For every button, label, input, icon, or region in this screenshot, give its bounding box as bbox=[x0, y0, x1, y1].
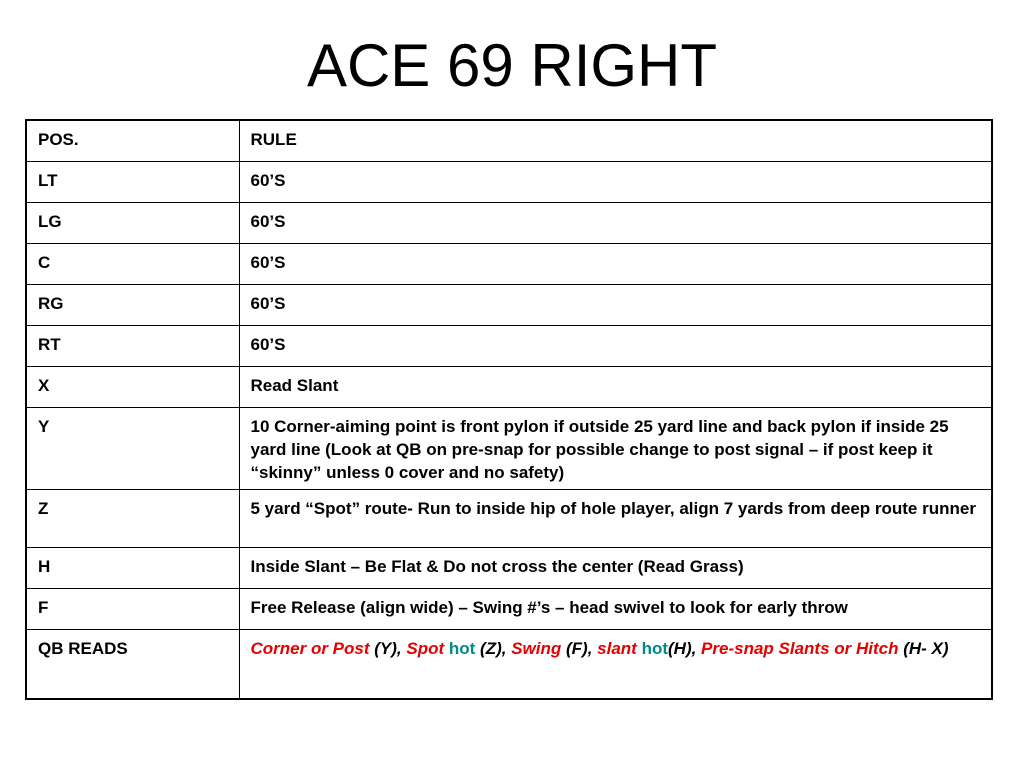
table-header-row bbox=[26, 120, 992, 161]
rule-cell: 60’S bbox=[239, 243, 992, 284]
qb-read-segment: (Z), bbox=[475, 638, 512, 658]
pos-cell: RT bbox=[26, 325, 239, 366]
assignment-table bbox=[25, 119, 993, 700]
pos-cell: LG bbox=[26, 202, 239, 243]
rule-cell: 5 yard “Spot” route- Run to inside hip of hole player, align 7 yards from deep route runner bbox=[239, 489, 992, 547]
qb-reads-cell bbox=[239, 629, 992, 699]
table-row bbox=[26, 202, 992, 243]
table-row bbox=[26, 243, 992, 284]
table-row bbox=[26, 547, 992, 588]
qb-read-segment: Swing bbox=[511, 638, 562, 658]
table-row bbox=[26, 489, 992, 547]
qb-read-segment: hot bbox=[636, 638, 668, 658]
table-row bbox=[26, 366, 992, 407]
pos-cell: X bbox=[26, 366, 239, 407]
qb-read-segment: (H- X) bbox=[898, 638, 949, 658]
qb-read-segment: (H), bbox=[668, 638, 702, 658]
rule-cell: Read Slant bbox=[239, 366, 992, 407]
pos-cell: H bbox=[26, 547, 239, 588]
rule-cell: Free Release (align wide) – Swing #’s – head swivel to look for early throw bbox=[239, 588, 992, 629]
pos-cell: QB READS bbox=[26, 629, 239, 699]
pos-cell: LT bbox=[26, 161, 239, 202]
table-row bbox=[26, 161, 992, 202]
qb-read-segment: (F), bbox=[561, 638, 598, 658]
pos-cell: RG bbox=[26, 284, 239, 325]
table-row bbox=[26, 588, 992, 629]
qb-reads-row bbox=[26, 629, 992, 699]
qb-read-segment: Spot bbox=[406, 638, 445, 658]
rule-cell: 10 Corner-aiming point is front pylon if outside 25 yard line and back pylon if inside 25 yard line (Look at QB on pre-snap for possible change to post signal – if post keep it “skinny” unless 0 cover and no safety) bbox=[239, 407, 992, 489]
qb-read-segment: slant bbox=[597, 638, 637, 658]
pos-cell: Z bbox=[26, 489, 239, 547]
qb-read-segment: Pre-snap Slants or Hitch bbox=[701, 638, 899, 658]
header-rule: RULE bbox=[239, 120, 992, 161]
pos-cell: Y bbox=[26, 407, 239, 489]
qb-read-segment: hot bbox=[444, 638, 476, 658]
rule-cell: 60’S bbox=[239, 202, 992, 243]
qb-read-segment: (Y), bbox=[369, 638, 407, 658]
rule-cell: 60’S bbox=[239, 161, 992, 202]
qb-read-segment: Corner or Post bbox=[250, 638, 370, 658]
table-row bbox=[26, 407, 992, 489]
header-pos: POS. bbox=[26, 120, 239, 161]
slide-title: ACE 69 RIGHT bbox=[306, 32, 718, 99]
rule-cell: 60’S bbox=[239, 325, 992, 366]
rule-cell: 60’S bbox=[239, 284, 992, 325]
rule-cell: Inside Slant – Be Flat & Do not cross the center (Read Grass) bbox=[239, 547, 992, 588]
table-row bbox=[26, 284, 992, 325]
table-row bbox=[26, 325, 992, 366]
pos-cell: C bbox=[26, 243, 239, 284]
pos-cell: F bbox=[26, 588, 239, 629]
